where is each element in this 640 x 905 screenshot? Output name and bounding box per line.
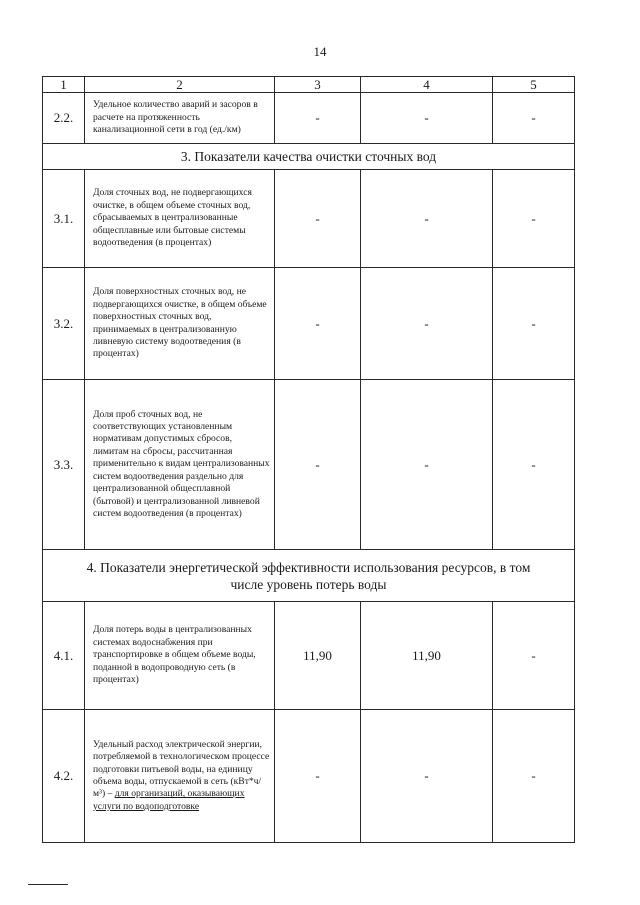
indicators-table	[42, 76, 575, 843]
row-description: Доля проб сточных вод, не соответствующих установленным нормативам допустимых сбросов, лимитам на сбросы, рассчитанная применительно к видам централизованных систем водоотведения раздельно для централизованной общесплавной (бытовой) и централизованной ливневой систем водоотведения (в процентах)	[85, 380, 275, 550]
row-value-col-4: -	[361, 93, 493, 144]
table-row-3-1	[43, 170, 575, 268]
row-value-col-5: -	[493, 170, 575, 268]
section-4-title: 4. Показатели энергетической эффективности использования ресурсов, в том числе уровень потерь воды	[43, 550, 575, 602]
row-value-col-3: -	[275, 380, 361, 550]
table-row-4-2	[43, 710, 575, 843]
row-value-col-5: -	[493, 268, 575, 380]
row-number: 3.2.	[43, 268, 85, 380]
row-value-col-3: -	[275, 268, 361, 380]
row-number: 3.3.	[43, 380, 85, 550]
row-description-underlined: для организаций, оказывающих услуги по водоподготовке	[93, 788, 245, 812]
footnote-separator	[28, 884, 68, 885]
row-value-col-4: 11,90	[361, 602, 493, 710]
header-col-3: 3	[275, 77, 361, 93]
row-value-col-3: -	[275, 710, 361, 843]
row-value-col-3: -	[275, 170, 361, 268]
table-row-3-2	[43, 268, 575, 380]
row-description	[85, 710, 275, 843]
header-col-1: 1	[43, 77, 85, 93]
row-value-col-5: -	[493, 602, 575, 710]
row-number: 3.1.	[43, 170, 85, 268]
row-value-col-5: -	[493, 380, 575, 550]
row-description-main: Удельный расход электрической энергии, потребляемой в технологическом процессе подготовки питьевой воды, на единицу объема воды, отпускаемой в сеть (кВт*ч/м³) –	[93, 738, 270, 800]
row-value-col-5: -	[493, 93, 575, 144]
row-number: 2.2.	[43, 93, 85, 144]
row-value-col-4: -	[361, 170, 493, 268]
row-value-col-4: -	[361, 380, 493, 550]
page-number: 14	[313, 44, 327, 59]
row-value-col-4: -	[361, 268, 493, 380]
table-row-3-3	[43, 380, 575, 550]
row-description: Доля сточных вод, не подвергающихся очистке, в общем объеме сточных вод, сбрасываемых в централизованные общесплавные или бытовые системы водоотведения (в процентах)	[85, 170, 275, 268]
row-value-col-4: -	[361, 710, 493, 843]
row-description: Доля поверхностных сточных вод, не подвергающихся очистке, в общем объеме поверхностных сточных вод, принимаемых в централизованную ливневую систему водоотведения (в процентах)	[85, 268, 275, 380]
row-number: 4.2.	[43, 710, 85, 843]
table-row-4-1	[43, 602, 575, 710]
row-value-col-3: -	[275, 93, 361, 144]
row-value-col-3: 11,90	[275, 602, 361, 710]
table-row-2-2	[43, 93, 575, 144]
row-value-col-5: -	[493, 710, 575, 843]
table-header-row	[43, 77, 575, 93]
section-4-header-row	[43, 550, 575, 602]
section-3-header-row	[43, 144, 575, 170]
row-description: Доля потерь воды в централизованных системах водоснабжения при транспортировке в общем объеме воды, поданной в водопроводную сеть (в процентах)	[85, 602, 275, 710]
row-number: 4.1.	[43, 602, 85, 710]
header-col-5: 5	[493, 77, 575, 93]
row-description: Удельное количество аварий и засоров в расчете на протяженность канализационной сети в год (ед./км)	[85, 93, 275, 144]
section-3-title: 3. Показатели качества очистки сточных вод	[43, 144, 575, 170]
header-col-2: 2	[85, 77, 275, 93]
header-col-4: 4	[361, 77, 493, 93]
